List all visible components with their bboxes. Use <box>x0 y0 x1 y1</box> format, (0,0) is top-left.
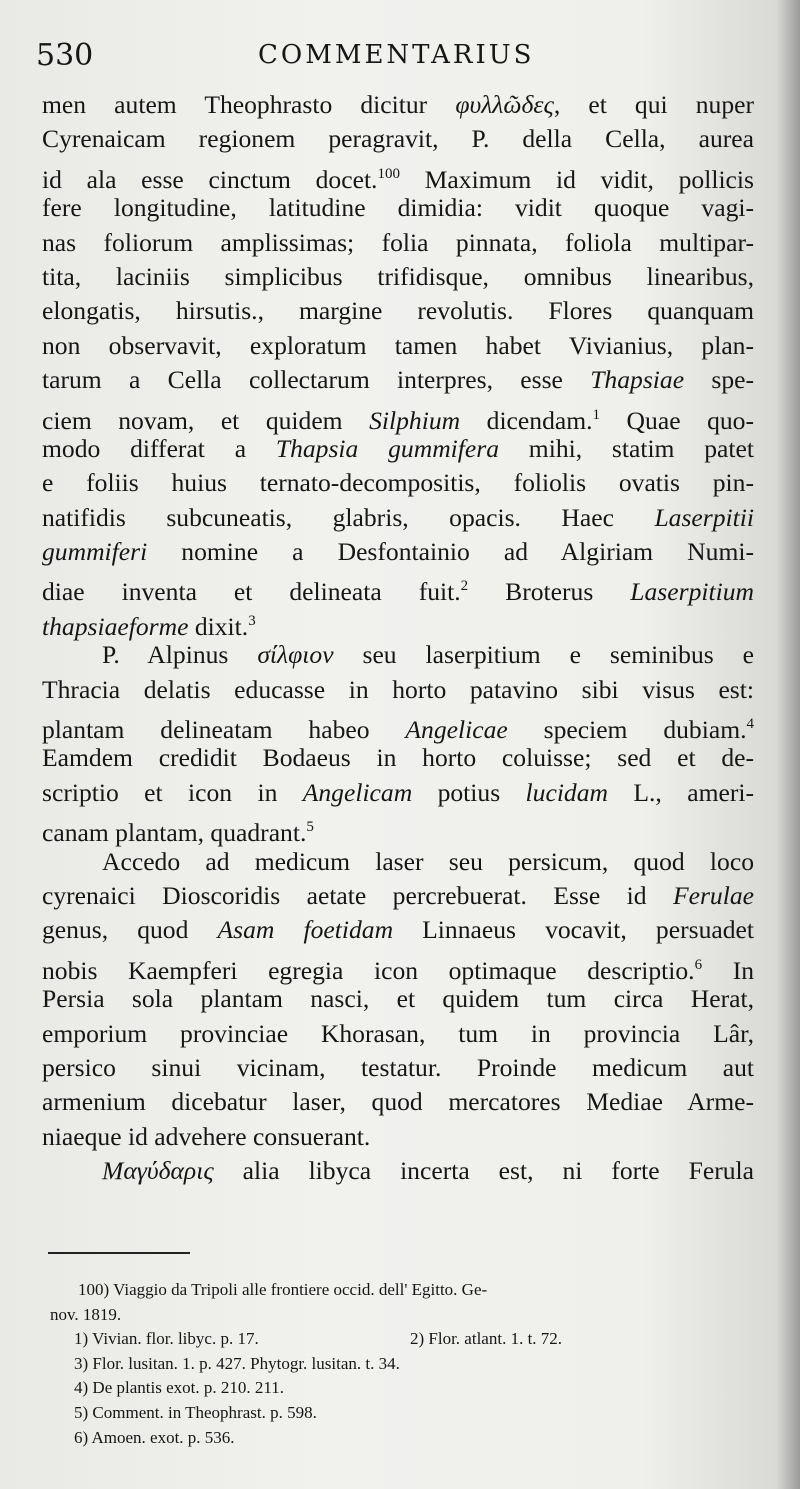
text-segment: speciem dubiam. <box>507 715 747 745</box>
text-line <box>42 948 755 985</box>
footnote-100-line-2: nov. 1819. <box>50 1304 122 1324</box>
footnote-ref: 1 <box>592 406 601 423</box>
text-segment: tita, laciniis simplicibus trifidisque, omnibus linearibus, <box>42 261 754 291</box>
italic-text: Laserpitii <box>654 502 754 532</box>
text-segment: Linnaeus vocavit, persuadet <box>393 915 754 945</box>
text-line <box>42 741 754 775</box>
text-segment: In <box>702 955 755 985</box>
footnote-100-line-1: 100) Viaggio da Tripoli alle frontiere occid. dell' Egitto. Ge- <box>78 1280 488 1299</box>
text-segment: elongatis, hirsutis., margine revolutis. Flores quanquam <box>42 296 754 326</box>
footnote-ref: 4 <box>746 716 754 733</box>
text-segment: nomine a Desfontainio ad Algiriam Numi- <box>147 537 754 567</box>
text-line <box>42 432 754 466</box>
italic-text: σίλφιον <box>257 640 334 670</box>
text-line <box>42 604 754 641</box>
text-segment: potius <box>412 777 526 807</box>
text-segment: mihi, statim patet <box>499 433 754 463</box>
text-segment: nobis Kaempferi egregia icon optimaque descriptio. <box>42 955 695 985</box>
text-segment: seu laserpitium e seminibus e <box>333 640 754 670</box>
main-text <box>42 88 754 1189</box>
text-line <box>42 1154 754 1188</box>
text-line <box>42 466 754 500</box>
footnote-6: 6) Amoen. exot. p. 536. <box>74 1427 235 1447</box>
text-line <box>42 535 754 569</box>
text-segment: Quae quo- <box>600 405 754 435</box>
text-line <box>42 638 754 672</box>
italic-text: thapsiaeforme <box>42 611 189 641</box>
italic-text: lucidam <box>525 777 609 807</box>
text-segment: Broterus <box>468 577 631 607</box>
italic-text: Angelicae <box>405 715 508 745</box>
text-segment: canam plantam, quadrant. <box>42 818 307 848</box>
text-line <box>42 501 754 535</box>
text-segment: ciem novam, et quidem <box>42 405 370 435</box>
running-title: COMMENTARIUS <box>258 40 535 70</box>
text-segment: , et qui nuper <box>553 90 754 119</box>
text-segment: id ala esse cinctum docet. <box>42 164 378 194</box>
text-segment: e foliis huius ternato-decompositis, foliolis ovatis pin- <box>42 468 754 498</box>
text-segment: modo differat a <box>42 433 276 463</box>
text-line <box>42 226 754 260</box>
text-segment: diae inventa et delineata fuit. <box>42 577 461 607</box>
italic-text: Silphium <box>369 405 461 435</box>
text-line <box>42 569 754 607</box>
text-line <box>42 913 754 947</box>
text-line <box>42 398 754 435</box>
text-segment: Persia sola plantam nasci, et quidem tum circa Herat, <box>42 984 754 1014</box>
text-segment: persico sinui vicinam, testatur. Proinde medicum aut <box>42 1052 754 1082</box>
italic-text: gummiferi <box>42 537 148 567</box>
text-segment: non observavit, exploratum tamen habet Vivianius, plan- <box>42 330 754 360</box>
text-segment: P. Alpinus <box>102 640 258 670</box>
italic-text: Ferulae <box>672 880 754 910</box>
text-line <box>42 329 754 363</box>
italic-text: Μαγύδαρις <box>102 1156 214 1186</box>
text-segment: fere longitudine, latitudine dimidia: vidit quoque vagi- <box>42 193 754 223</box>
text-segment: dicendam. <box>460 405 593 435</box>
text-line <box>42 776 754 810</box>
text-segment: genus, quod <box>42 915 218 945</box>
footnotes <box>50 1278 758 1450</box>
text-segment: Accedo ad medicum laser seu persicum, quod loco <box>102 846 754 876</box>
text-segment: Thracia delatis educasse in horto patavino sibi visus est: <box>42 674 754 704</box>
text-line <box>42 673 754 707</box>
text-segment: tarum a Cella collectarum interpres, esse <box>42 365 591 395</box>
text-segment: natifidis subcuneatis, glabris, opacis. Haec <box>42 502 655 532</box>
text-segment: L., ameri- <box>608 777 754 807</box>
text-line <box>42 157 754 194</box>
text-segment: emporium provinciae Khorasan, tum in provincia Lâr, <box>42 1018 754 1048</box>
text-segment: cyrenaici Dioscoridis aetate percrebuerat. Esse id <box>42 880 673 910</box>
text-line <box>42 982 754 1016</box>
text-line <box>42 363 754 397</box>
page-header <box>36 38 756 78</box>
text-line <box>42 294 754 328</box>
text-line <box>42 1120 754 1154</box>
footnote-ref: 5 <box>306 819 314 836</box>
text-line <box>42 707 754 745</box>
text-segment: scriptio et icon in <box>42 777 303 807</box>
italic-text: Asam foetidam <box>217 915 394 945</box>
footnote-1: 1) Vivian. flor. libyc. p. 17. <box>74 1329 259 1349</box>
text-segment: spe- <box>684 365 754 395</box>
text-line <box>42 260 754 294</box>
footnote-5: 5) Comment. in Theophrast. p. 598. <box>74 1402 317 1422</box>
text-segment: alia libyca incerta est, ni forte Ferula <box>213 1156 754 1186</box>
footnote-3: 3) Flor. lusitan. 1. p. 427. Phytogr. lusitan. t. 34. <box>74 1353 400 1373</box>
footnote-ref: 3 <box>248 612 256 629</box>
text-segment: Cyrenaicam regionem peragravit, P. della Cella, aurea <box>42 124 754 154</box>
text-line <box>42 1017 754 1051</box>
text-segment: men autem Theophrasto dicitur <box>42 90 456 119</box>
italic-text: Laserpitium <box>630 577 754 607</box>
text-segment: plantam delineatam habeo <box>42 715 406 745</box>
text-line <box>42 1051 754 1085</box>
text-segment: armenium dicebatur laser, quod mercatores Mediae Arme- <box>42 1087 754 1117</box>
footnote-4: 4) De plantis exot. p. 210. 211. <box>74 1378 284 1398</box>
footnote-ref: 6 <box>694 956 703 973</box>
italic-text: φυλλῶδες <box>455 90 554 119</box>
footnote-2: 2) Flor. atlant. 1. t. 72. <box>410 1329 563 1349</box>
text-line <box>42 1085 754 1119</box>
text-line <box>42 88 754 122</box>
footnote-rule <box>48 1252 190 1254</box>
text-segment: niaeque id advehere consuerant. <box>42 1121 371 1151</box>
text-line <box>42 879 754 913</box>
text-segment: Maximum id vidit, pollicis <box>399 164 754 194</box>
italic-text: Thapsiae <box>590 365 685 395</box>
text-segment: dixit. <box>188 611 249 641</box>
text-segment: Eamdem credidit Bodaeus in horto coluisse; sed et de- <box>42 743 754 773</box>
footnote-ref: 2 <box>460 578 469 595</box>
text-line <box>42 810 754 848</box>
page-number: 530 <box>36 38 94 73</box>
text-line <box>42 191 754 225</box>
text-line <box>42 122 754 156</box>
text-segment: nas foliorum amplissimas; folia pinnata, foliola multipar- <box>42 227 754 257</box>
italic-text: Angelicam <box>302 777 413 807</box>
footnote-ref: 100 <box>377 165 400 182</box>
text-line <box>42 845 754 879</box>
italic-text: Thapsia gummifera <box>275 433 500 463</box>
